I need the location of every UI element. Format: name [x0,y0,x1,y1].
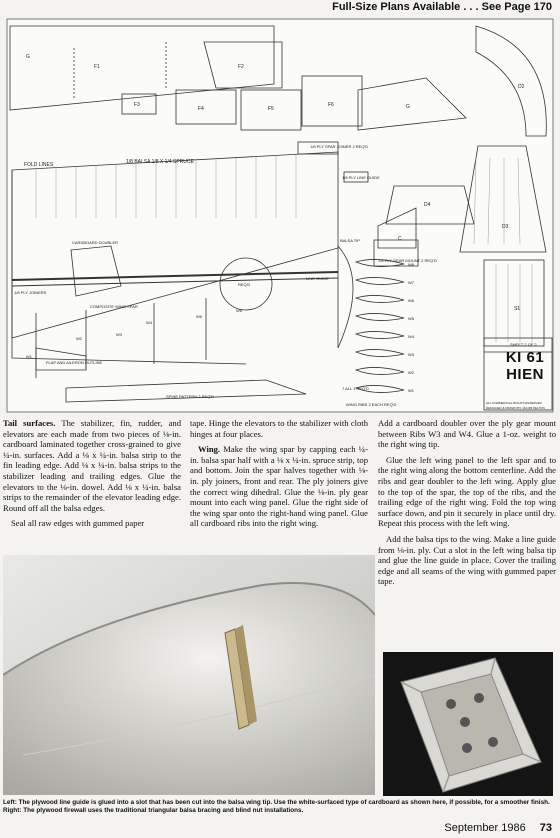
photo-caption: Left: The plywood line guide is glued into a slot that has been cut into the balsa wing tip. Use the white-surfaced type of cardboard as shown here, if possible, for a smoother finish. Right: The plywood firewall uses the traditional triangular balsa bracing and blind nut installations. [3,799,550,814]
rib-label-w4: W4 [408,334,414,339]
part-label-d2: D2 [518,84,525,90]
page-footer [444,822,552,834]
wing-heading: Wing. [198,444,221,455]
doubler-label: CARDBOARD DOUBLER [72,240,119,245]
flap-label: FLAP AND AILERON OUTLINE [46,360,103,365]
line-guide-label: LINE GUIDE [306,276,329,281]
line-guide-ply-label: 1/8 PLY LINE GUIDE [342,175,380,180]
article-column-2 [190,418,368,534]
plans-availability-header [332,0,552,14]
seal-edges-paragraph: Seal all raw edges with gummed paper [11,518,145,529]
plans-link-text: Full-Size Plans Available . . . See Page 170 [332,1,552,13]
fold-lines-label: FOLD LINES [24,162,54,168]
tail-surfaces-text: The stabilizer, fin, rudder, and elevators are each made from two pieces of ⅛-in. cardboard laminated together cross-grained to give ¼-in. surfaces. Add a ⅛ x ¼-in. balsa strip to the fin leading edge. Add ⅛ x ¼-in. balsa strips to the stabilizer leading and trailing edges. Glue the elevators to the ⅛-in. dowel. Add ⅛ x ¼-in. balsa strips to the remainder of the elevator leading edge. Round off all the balsa edges. [3,418,181,513]
rights-label: ALL COMMERCIAL RIGHTS RESERVED [486,401,542,405]
rib-label-w7: W7 [408,280,414,285]
rib-label-w6: W6 [408,298,414,303]
plans-title: KI 61 HIEN [505,349,545,383]
part-label-d4: D4 [424,202,431,208]
wing-paragraph [190,444,368,529]
part-label-c: C [398,236,402,242]
firewall-photo [383,652,553,796]
wing-tip-photo [3,555,375,795]
wing-station-w3: W3 [116,332,122,337]
designer-label: DESIGNED & DRAWN BY JACOB PELTON [486,406,545,410]
rib-label-w8: W8 [408,262,414,267]
plans-drawing [6,18,554,413]
article-column-1 [3,418,181,534]
part-label-f1: F1 [94,64,100,70]
sheet-label: SHEET 2 OF 2 [510,342,537,347]
balsa-tip-label: BALSA TIP [340,238,360,243]
rib-label-w3: W3 [408,352,414,357]
spruce-label: 1/8 BALSA 1/8 X 1/4 SPRUCE [126,159,194,165]
all-req-label: 7 ALL 1 REQ'D [342,386,369,391]
left-wing-paragraph: Glue the left wing panel to the left spar and to the right wing along the bottom centerline. Add the ribs and gear doubler to the left wing. Apply glue to the top of the spar, the top of the ribs, and the trailing edge of the right wing. Fold the top wing surface down, and pin it securely in place until dry. Repeat this process with the left wing. [378,454,556,529]
part-label-d3: D3 [502,224,509,230]
wing-station-w5: W5 [196,314,202,319]
spine-label: SPINE PATTERN 2 REQ'D [166,394,214,399]
part-label-f2: F2 [238,64,244,70]
article-column-3 [378,418,556,592]
spar-joiner-label: 1/8 PLY SPAR JOINER 2 REQ'D [310,144,369,149]
rib-label-w5: W5 [408,316,414,321]
part-label-g2: G [406,104,410,110]
rib-label-w1: W1 [408,388,414,393]
plans-svg [6,18,554,413]
part-label-g: G [26,54,30,60]
part-label-f3: F3 [134,102,140,108]
wing-ribs-label: WING RIBS 2 EACH REQ'D [346,402,397,407]
gear-mount-label: 1/8 PLY GEAR MOUNT 2 REQ'D [378,258,437,263]
rib-label-w2: W2 [408,370,414,375]
req-label: REQ'D [238,282,251,287]
tail-surfaces-paragraph [3,418,181,513]
hinge-paragraph: tape. Hinge the elevators to the stabilizer with cloth hinges at four places. [190,418,368,439]
ply-joiners-label: 1/8 PLY JOINERS [14,290,47,295]
wing-station-w2: W2 [76,336,82,341]
part-label-f5: F5 [268,106,274,112]
balsa-tips-paragraph: Add the balsa tips to the wing. Make a line guide from ⅛-in. ply. Cut a slot in the left wing balsa tip and glue the line guide in place. Cover the trailing edge and all seams of the wing with gummed paper tape. [378,533,556,587]
tail-surfaces-heading: Tail surfaces. [3,418,56,428]
composite-spar-label: COMPOSITE WING SPAR [90,304,138,309]
wing-station-w1: W1 [26,354,32,359]
part-label-s1: S1 [514,306,521,312]
wing-station-w6: W6 [236,308,242,313]
part-label-f4: F4 [198,106,204,112]
wing-text: Make the wing spar by capping each ¼-in. balsa spar half with a ⅛ x ¼-in. spruce strip, top and bottom. Join the spar halves together with ⅛-in. ply joiners, front and rear. The ply joiners give the correct wing dihedral. Glue the ⅛-in. ply gear mount into each wing panel. Glue the right side of the wing spar onto the right-hand wing panel. Glue all cardboard ribs into the right wing. [190,444,368,529]
doubler-paragraph: Add a cardboard doubler over the ply gear mount between Ribs W3 and W4. Glue a 1-oz. weight to the right wing tip. [378,418,556,450]
wing-station-w4: W4 [146,320,152,325]
issue-date: September 1986 [444,822,526,834]
page-number: 73 [539,822,552,834]
part-label-f6: F6 [328,102,334,108]
